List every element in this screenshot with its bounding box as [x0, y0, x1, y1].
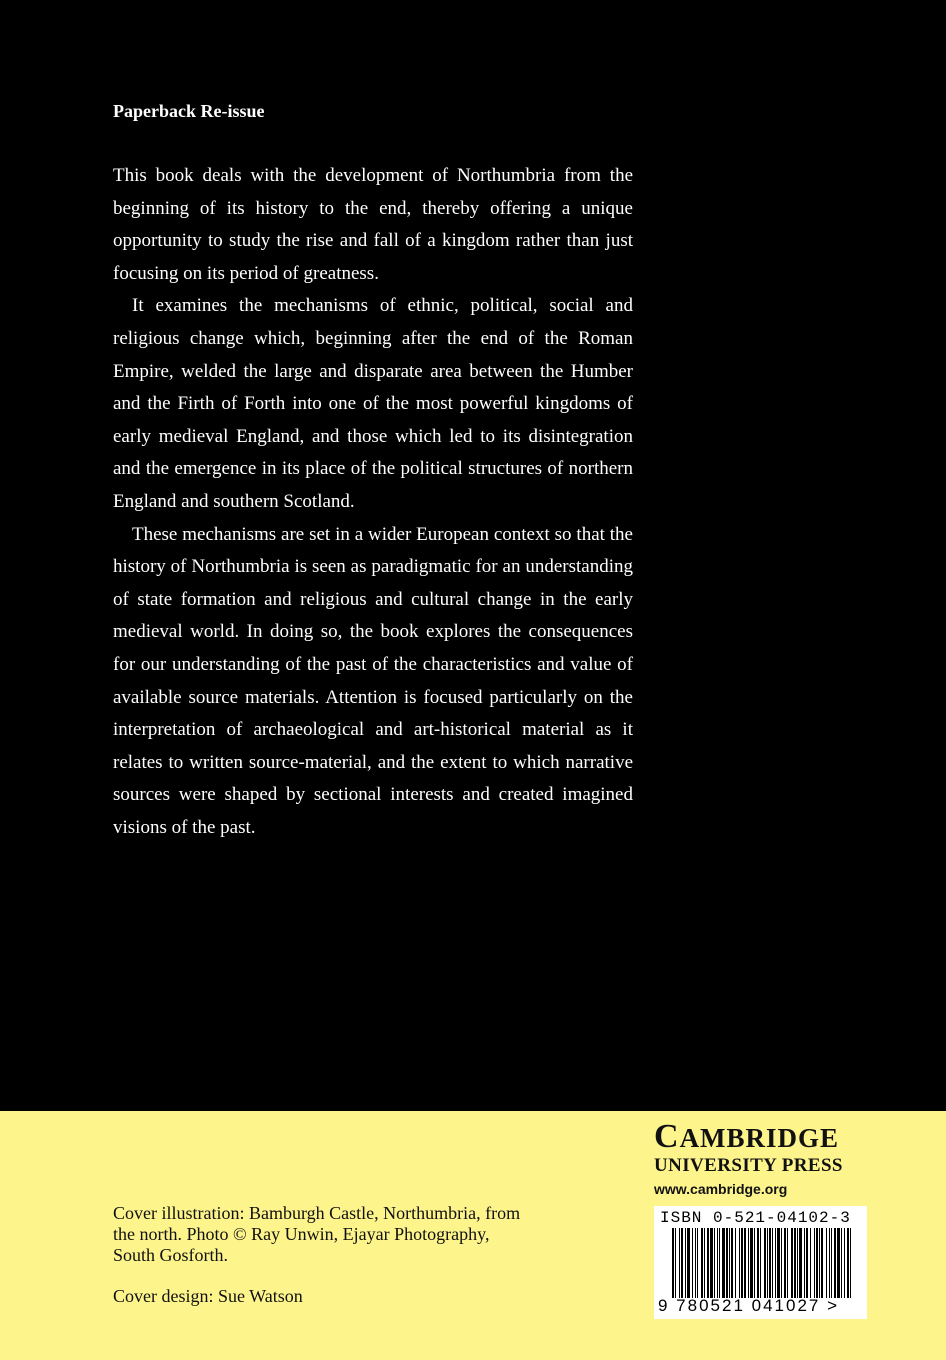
- publisher-imprint: UNIVERSITY PRESS: [654, 1155, 843, 1176]
- blurb-paragraph: This book deals with the development of Northumbria from the beginning of its history to the end, thereby offering a unique opportunity to study the rise and fall of a kingdom rather than just focusing on its period of greatness.: [113, 165, 633, 284]
- publisher-name-rest: AMBRIDGE: [679, 1123, 840, 1153]
- cover-illustration-credit: Cover illustration: Bamburgh Castle, Northumbria, from the north. Photo © Ray Unwin, Ejayar Photography, South Gosforth.: [113, 1203, 521, 1265]
- barcode-digits: 9 780521 041027 >: [658, 1296, 840, 1315]
- barcode-icon: [672, 1228, 857, 1298]
- blurb-paragraph: These mechanisms are set in a wider European context so that the history of Northumbria is seen as paradigmatic for an understanding of state formation and religious and cultural change in the early medieval world. In doing so, the book explores the consequences for our understanding of the past of the characteristics and value of available source materials. Attention is focused particularly on the interpretation of archaeological and art-historical material as it relates to written source-material, and the extent to which narrative sources were shaped by sectional interests and created imagined visions of the past.: [113, 523, 633, 838]
- reissue-label: Paperback Re-issue: [113, 101, 265, 121]
- publisher-name: [654, 1119, 843, 1155]
- blurb-paragraph: It examines the mechanisms of ethnic, political, social and religious change which, beginning after the end of the Roman Empire, welded the large and disparate area between the Humber and the Firth of Forth into one of the most powerful kingdoms of early medieval England, and those which led to its disintegration and the emergence in its place of the political structures of northern England and southern Scotland.: [113, 295, 633, 512]
- isbn-text: ISBN 0-521-04102-3: [660, 1209, 851, 1227]
- publisher-name-initial: C: [654, 1118, 680, 1155]
- publisher-url: www.cambridge.org: [654, 1181, 788, 1197]
- isbn-barcode: [654, 1206, 867, 1319]
- publisher-logo: [654, 1119, 843, 1199]
- blurb: [113, 160, 633, 844]
- footer-band: [0, 1111, 946, 1360]
- cover-design-credit: Cover design: Sue Watson: [113, 1286, 303, 1306]
